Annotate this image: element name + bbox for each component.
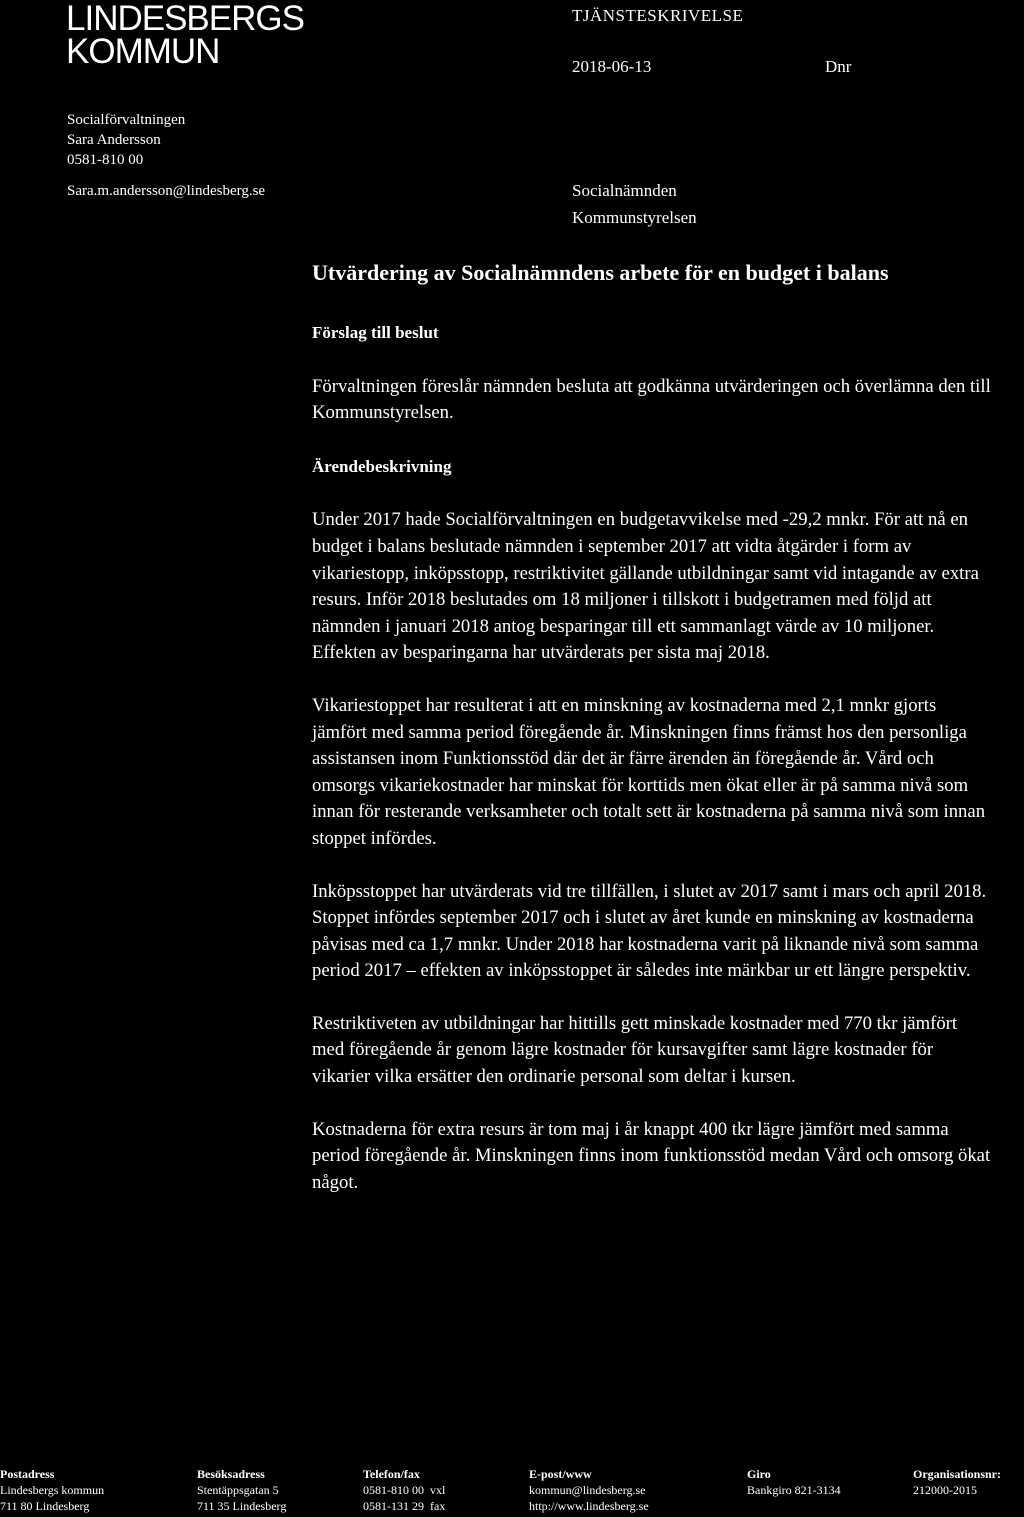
logo-line-1: LINDESBERGS: [66, 0, 304, 38]
logo-line-2: KOMMUN: [66, 32, 220, 71]
body-paragraph: Inköpsstoppet har utvärderats vid tre tillfällen, i slutet av 2017 samt i mars och april 2018. Stoppet infördes september 2017 och i slutet av året kunde en minskning av kostnaderna påvisas med ca 1,7 mnkr. Under 2018 har kostnaderna varit på liknande nivå som samma period 2017 – effekten av inköpsstoppet är således inte märkbar ur ett längre perspektiv.: [312, 880, 987, 982]
sender-phone: 0581-810 00: [67, 152, 144, 168]
sender-email[interactable]: Sara.m.andersson@lindesberg.se: [67, 183, 266, 199]
footer-heading: Giro: [747, 1467, 771, 1481]
sender-name: Sara Andersson: [67, 132, 161, 148]
footer-line: Bankgiro 821-3134: [747, 1483, 841, 1497]
proposal-heading: Förslag till beslut: [312, 323, 439, 342]
case-heading: Ärendebeskrivning: [312, 456, 452, 476]
dnr-label: Dnr: [825, 57, 852, 76]
footer-line: Lindesbergs kommun: [0, 1483, 105, 1497]
footer-heading: Besöksadress: [197, 1467, 265, 1481]
footer-line: [363, 1498, 445, 1514]
footer-phone-number: 0581-810 00: [363, 1483, 424, 1497]
footer-org-number: [913, 1466, 1001, 1498]
footer-line: Stentäppsgatan 5: [197, 1483, 279, 1497]
body-paragraph: Under 2017 hade Socialförvaltningen en budgetavvikelse med -29,2 mnkr. För att nå en budget i balans beslutade nämnden i september 2017 att vidta åtgärder i form av vikariestopp, inköpsstopp, restriktivitet gällande utbildningar samt vid intagande av extra resurs. Inför 2018 beslutades om 18 miljoner i tillskott i budgetramen med följd att nämnden i januari 2018 antog besparingar till ett sammanlagt värde av 10 miljoner. Effekten av besparingarna har utvärderats per sista maj 2018.: [312, 509, 979, 664]
footer-heading: Telefon/fax: [363, 1467, 420, 1481]
recipient: Kommunstyrelsen: [572, 208, 697, 227]
footer-web-link[interactable]: http://www.lindesberg.se: [529, 1499, 649, 1513]
document-type: TJÄNSTESKRIVELSE: [572, 6, 744, 25]
recipient: Socialnämnden: [572, 181, 677, 200]
footer-phone-suffix: vxl: [430, 1483, 446, 1497]
sender-block: [67, 110, 265, 201]
recipients-block: [572, 177, 697, 231]
footer-web: [529, 1466, 649, 1514]
footer-line: 711 80 Lindesberg: [0, 1499, 90, 1513]
footer-fax-suffix: fax: [430, 1499, 446, 1513]
footer-heading: Postadress: [0, 1467, 55, 1481]
document-date: 2018-06-13: [572, 57, 652, 76]
footer-visit-address: [197, 1466, 286, 1514]
footer-line: [363, 1482, 445, 1498]
sender-department: Socialförvaltningen: [67, 112, 186, 128]
footer-heading: E-post/www: [529, 1467, 592, 1481]
footer-heading: Organisationsnr:: [913, 1467, 1002, 1481]
footer-phone: [363, 1466, 445, 1514]
footer-email-link[interactable]: kommun@lindesberg.se: [529, 1483, 646, 1497]
body-paragraph: Vikariestoppet har resulterat i att en minskning av kostnaderna med 2,1 mnkr gjorts jämfört med samma period föregående år. Minskningen finns främst hos den personliga assistansen inom Funktionsstöd där det är färre ärenden än föregående år. Vård och omsorgs vikariekostnader har minskat för korttids men ökat eller är på samma nivå som innan för resterande verksamheter och totalt sett är kostnaderna på samma nivå som innan stoppet infördes.: [312, 694, 986, 849]
document-body: [312, 256, 992, 1196]
footer-fax-number: 0581-131 29: [363, 1499, 424, 1513]
footer-giro: [747, 1466, 841, 1498]
footer-postal-address: [0, 1466, 104, 1514]
footer-line: 711 35 Lindesberg: [197, 1499, 287, 1513]
proposal-text: Förvaltningen föreslår nämnden besluta att godkänna utvärderingen och överlämna den till Kommunstyrelsen.: [312, 375, 991, 424]
body-paragraph: Kostnaderna för extra resurs är tom maj i år knappt 400 tkr lägre jämfört med samma period föregående år. Minskningen finns inom funktionsstöd medan Vård och omsorg ökat något.: [312, 1118, 991, 1193]
body-paragraph: Restriktiveten av utbildningar har hittills gett minskade kostnader med 770 tkr jämfört med föregående år genom lägre kostnader för kursavgifter samt lägre kostnader för vikarier vilka ersätter den ordinarie personal som deltar i kursen.: [312, 1012, 958, 1088]
document-title: Utvärdering av Socialnämndens arbete för en budget i balans: [312, 260, 889, 285]
municipality-logo: [66, 0, 304, 71]
footer-line: 212000-2015: [913, 1483, 977, 1497]
